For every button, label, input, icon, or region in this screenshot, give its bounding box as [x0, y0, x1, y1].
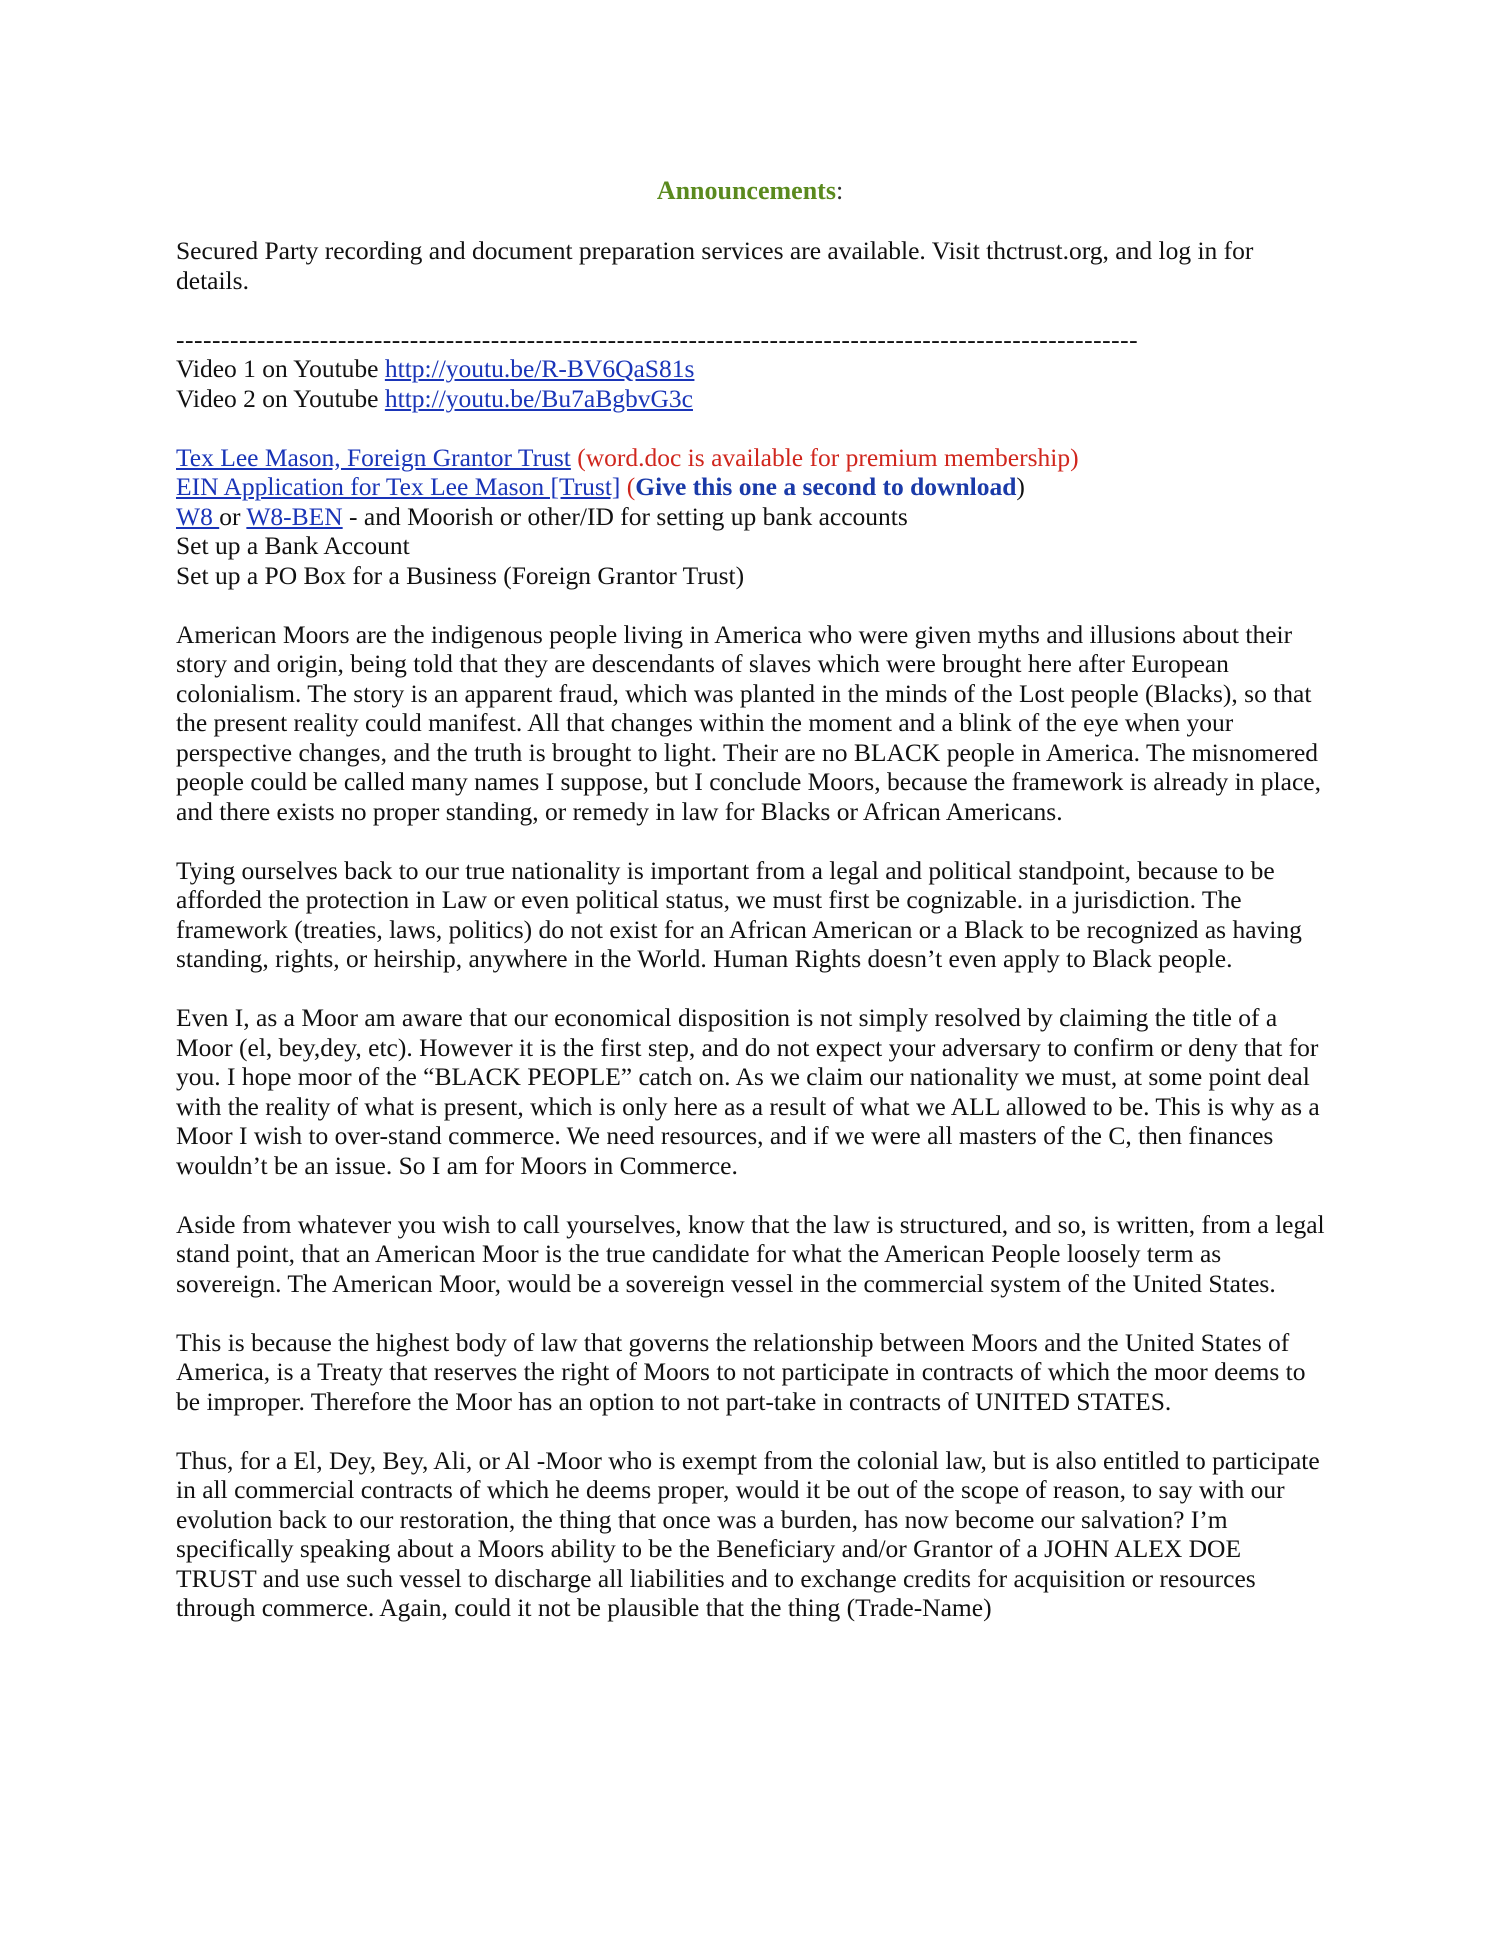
- ein-line: [176, 472, 1326, 502]
- page-title: [0, 176, 1500, 206]
- paragraph-american-moors: American Moors are the indigenous people living in America who were given myths and illusions about their story and origin, being told that they are descendants of slaves which were brought here after European colonialism. The story is an apparent fraud, which was planted in the minds of the Lost people (Blacks), so that the present reality could manifest. All that changes within the moment and a blink of the eye when your perspective changes, and the truth is brought to light. Their are no BLACK people in America. The misnomered people could be called many names I suppose, but I conclude Moors, because the framework is already in place, and there exists no proper standing, or remedy in law for Blacks or African Americans.: [176, 619, 1321, 826]
- ein-note: Give this one a second to download: [635, 472, 1017, 501]
- w8-ben-link[interactable]: W8-BEN: [246, 501, 343, 531]
- trust-link[interactable]: Tex Lee Mason, Foreign Grantor Trust: [176, 442, 571, 472]
- ein-note-close: ): [1016, 472, 1025, 501]
- w8-line: [176, 502, 1326, 532]
- video-2-line: [176, 384, 1326, 414]
- document-body: [176, 236, 1326, 1652]
- paragraph-nationality: Tying ourselves back to our true nationality is important from a legal and political standpoint, because to be afforded the protection in Law or even political status, we must first be cognizable. in a jurisdiction. The framework (treaties, laws, politics) do not exist for an African American or a Black to be recognized as having standing, rights, or heirship, anywhere in the World. Human Rights doesn’t even apply to Black people.: [176, 855, 1302, 973]
- or-text: or: [219, 501, 247, 531]
- paragraph-sovereign: Aside from whatever you wish to call yourselves, know that the law is structured, and so, is written, from a legal stand point, that an American Moor is the true candidate for what the American People loosely term as sovereign. The American Moor, would be a sovereign vessel in the commercial system of the United States.: [176, 1209, 1325, 1298]
- links-section: [176, 325, 1326, 414]
- resources-section: [176, 443, 1326, 591]
- ein-note-open: (: [620, 472, 636, 501]
- ein-link[interactable]: EIN Application for Tex Lee Mason [Trust]: [176, 472, 621, 501]
- bank-account-line: Set up a Bank Account: [176, 531, 410, 560]
- trust-line: [176, 443, 1326, 473]
- w8-link[interactable]: W8: [176, 501, 220, 531]
- video-1-line: [176, 354, 1326, 384]
- video-1-label: Video 1 on Youtube: [176, 354, 385, 383]
- video-2-link[interactable]: http://youtu.be/Bu7aBgbvG3c: [384, 383, 693, 413]
- intro-paragraph: Secured Party recording and document preparation services are available. Visit thctrust.org, and log in for details.: [176, 236, 1254, 295]
- paragraph-economical: Even I, as a Moor am aware that our economical disposition is not simply resolved by claiming the title of a Moor (el, bey,dey, etc). However it is the first step, and do not expect your adversary to confirm or deny that for you. I hope moor of the “BLACK PEOPLE” catch on. As we claim our nationality we must, at some point deal with the reality of what is present, which is only here as a result of what we ALL allowed to be. This is why as a Moor I wish to over-stand commerce. We need resources, and if we were all masters of the C, then finances wouldn’t be an issue. So I am for Moors in Commerce.: [176, 1003, 1320, 1180]
- po-box-line: Set up a PO Box for a Business (Foreign Grantor Trust): [176, 560, 745, 590]
- video-2-label: Video 2 on Youtube: [176, 383, 385, 413]
- paragraph-trust: Thus, for a El, Dey, Bey, Ali, or Al -Moor who is exempt from the colonial law, but is also entitled to participate in all commercial contracts of which he deems proper, would it be out of the scope of reason, to say with our evolution back to our restoration, the thing that once was a burden, has now become our salvation? I’m specifically speaking about a Moors ability to be the Beneficiary and/or Grantor of a JOHN ALEX DOE TRUST and use such vessel to discharge all liabilities and to exchange credits for acquisition or resources through commerce. Again, could it not be plausible that the thing (Trade-Name): [176, 1445, 1320, 1622]
- divider-line: -----------------------------------------------------------------------------------------------------------: [176, 324, 1139, 354]
- trust-note: (word.doc is available for premium membership): [570, 442, 1079, 472]
- w8-note: - and Moorish or other/ID for setting up bank accounts: [342, 501, 908, 531]
- heading-colon: :: [835, 176, 844, 205]
- announcements-heading: Announcements: [656, 176, 836, 205]
- video-1-link[interactable]: http://youtu.be/R-BV6QaS81s: [384, 354, 695, 383]
- paragraph-treaty: This is because the highest body of law that governs the relationship between Moors and the United States of America, is a Treaty that reserves the right of Moors to not participate in contracts of which the moor deems to be improper. Therefore the Moor has an option to not part-take in contracts of UNITED STATES.: [176, 1327, 1306, 1416]
